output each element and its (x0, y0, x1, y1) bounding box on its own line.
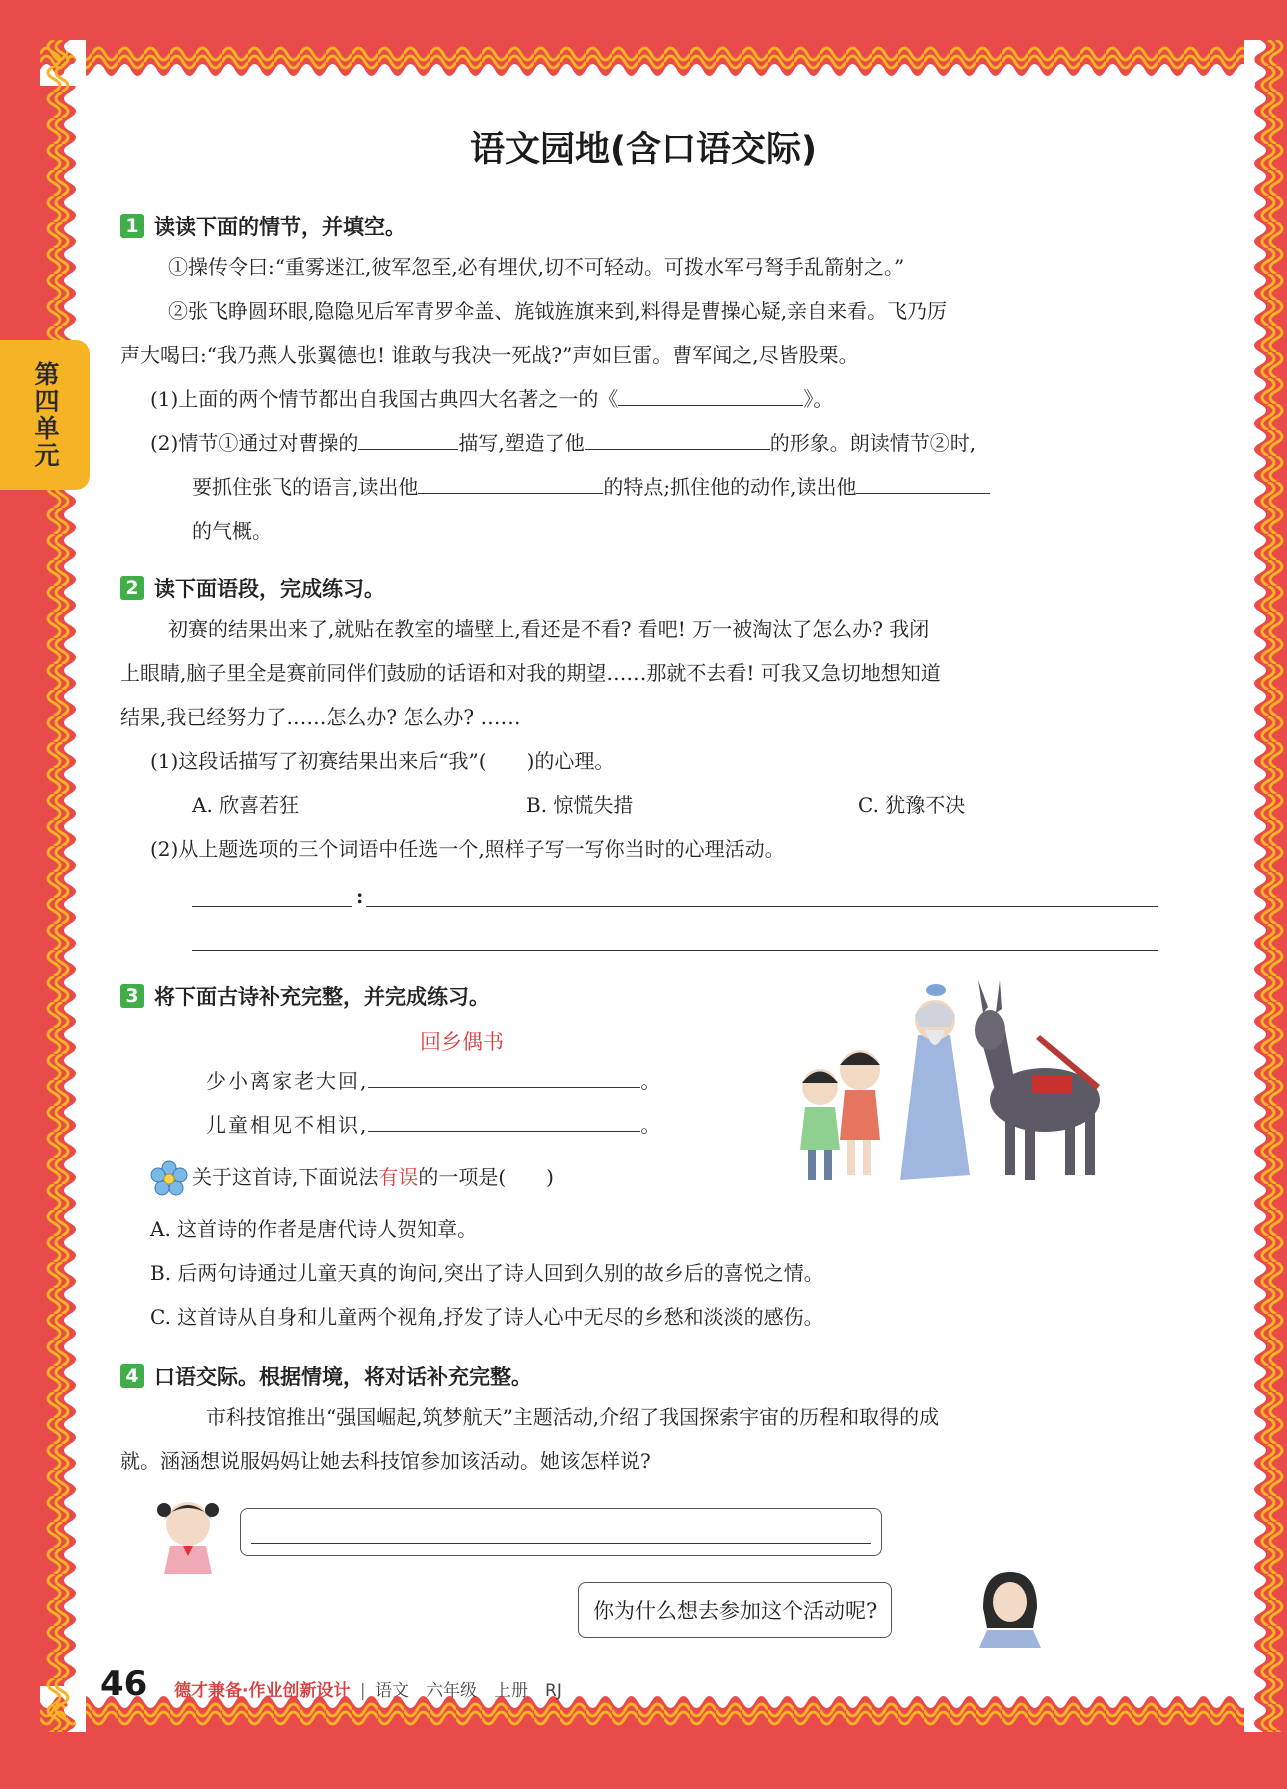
q1-sub-question-1 (150, 377, 833, 421)
q3-question (150, 1155, 554, 1199)
unit-tab (0, 340, 90, 490)
mother-avatar (975, 1568, 1045, 1648)
answer-blank-poem-line-2[interactable] (368, 1065, 640, 1088)
question-number-badge: 4 (120, 1364, 144, 1388)
q3-choice-c[interactable]: C. 这首诗从自身和儿童两个视角,抒发了诗人心中无尽的乡愁和淡淡的感伤。 (150, 1305, 824, 1329)
answer-line-2[interactable] (192, 950, 1158, 951)
old-man-figure (900, 984, 970, 1180)
poem-line-3-text: 儿童相见不相识, (206, 1113, 369, 1137)
question-heading-text: 读读下面的情节，并填空。 (154, 215, 406, 239)
q2-paragraph-line-3: 结果,我已经努力了……怎么办? 怎么办? …… (120, 705, 521, 729)
footer-brand: 德才兼备·作业创新设计 (174, 1681, 351, 1701)
q1-passage-1: ①操传令曰:“重雾迷江,彼军忽至,必有埋伏,切不可轻动。可拨水军弓弩手乱箭射之。” (168, 255, 905, 279)
poem-period: 。 (640, 1069, 663, 1093)
q1-sub2-text-c: 的形象。朗读情节②时, (769, 431, 977, 455)
poem-line-3 (206, 1103, 662, 1147)
question-heading-text: 读下面语段，完成练习。 (154, 577, 385, 601)
q1-sub-question-2-line-2 (192, 465, 990, 509)
q4-paragraph-line-2: 就。涵涵想说服妈妈让她去科技馆参加该活动。她该怎样说? (120, 1449, 651, 1473)
question-2-heading (120, 573, 385, 603)
answer-blank-book-title[interactable] (618, 383, 803, 406)
q1-sub2-text-d: 要抓住张飞的语言,读出他 (192, 475, 419, 499)
answer-line-1[interactable] (366, 906, 1158, 907)
answer-colon: : (356, 884, 364, 908)
q1-sub2-text-b: 描写,塑造了他 (458, 431, 585, 455)
q2-paragraph-line-1: 初赛的结果出来了,就贴在教室的墙壁上,看还是不看? 看吧! 万一被淘汰了怎么办? 我闭 (168, 617, 930, 641)
donkey-figure (975, 980, 1100, 1180)
answer-line-word[interactable] (192, 906, 352, 907)
footer-book-info: 语文 六年级 上册 RJ (375, 1681, 562, 1701)
q1-sub-question-2-line-1 (150, 421, 976, 465)
q3-question-end: 的一项是( ) (418, 1165, 554, 1189)
mother-speech-text: 你为什么想去参加这个活动呢? (593, 1599, 878, 1623)
q2-option-a[interactable]: A. 欣喜若狂 (192, 793, 300, 817)
question-heading-text: 将下面古诗补充完整，并完成练习。 (154, 985, 490, 1009)
page-number: 46 (100, 1664, 148, 1704)
q2-paragraph-line-2: 上眼睛,脑子里全是赛前同伴们鼓励的话语和对我的期望……那就不去看! 可我又急切地想知道 (120, 661, 941, 685)
poem-line-1 (206, 1059, 662, 1103)
q2-sub-question-1: (1)这段话描写了初赛结果出来后“我”( )的心理。 (150, 749, 615, 773)
mother-speech-bubble (578, 1582, 892, 1638)
answer-blank-poem-line-4[interactable] (368, 1109, 640, 1132)
children-figures (800, 1050, 880, 1180)
q1-sub1-text: (1)上面的两个情节都出自我国古典四大名著之一的《 (150, 387, 619, 411)
q2-sub-question-2: (2)从上题选项的三个词语中任选一个,照样子写一写你当时的心理活动。 (150, 837, 785, 861)
poem-title: 回乡偶书 (420, 1030, 504, 1054)
q1-passage-2-line-2: 声大喝曰:“我乃燕人张翼德也! 谁敢与我决一死战?”声如巨雷。曹军闻之,尽皆股栗。 (120, 343, 859, 367)
unit-tab-label: 第四单元 (31, 361, 60, 469)
q3-choice-a[interactable]: A. 这首诗的作者是唐代诗人贺知章。 (150, 1217, 478, 1241)
poem-period: 。 (640, 1113, 663, 1137)
answer-line-dialogue[interactable] (251, 1543, 871, 1544)
question-number-badge: 3 (120, 984, 144, 1008)
answer-blank-trait[interactable] (418, 471, 603, 494)
question-4-heading (120, 1361, 532, 1391)
page-title: 语文园地(含口语交际) (470, 130, 817, 170)
answer-blank-spirit[interactable] (856, 471, 990, 494)
q1-sub2-text-a: (2)情节①通过对曹操的 (150, 431, 359, 455)
flower-icon (150, 1160, 188, 1198)
q3-choice-b[interactable]: B. 后两句诗通过儿童天真的询问,突出了诗人回到久别的故乡后的喜悦之情。 (150, 1261, 824, 1285)
q1-sub2-text-e: 的特点;抓住他的动作,读出他 (603, 475, 857, 499)
question-3-heading (120, 981, 490, 1011)
q4-paragraph-line-1: 市科技馆推出“强国崛起,筑梦航天”主题活动,介绍了我国探索宇宙的历程和取得的成 (206, 1405, 940, 1429)
poem-line-1-text: 少小离家老大回, (206, 1069, 369, 1093)
q3-question-text: 关于这首诗,下面说法 (192, 1165, 379, 1189)
footer-info: 德才兼备·作业创新设计 | 语文 六年级 上册 RJ (174, 1681, 562, 1701)
q1-sub-question-2-line-3: 的气概。 (192, 519, 272, 543)
q1-sub1-end: 》。 (803, 387, 834, 411)
girl-speech-bubble (240, 1508, 882, 1556)
poem-illustration (800, 975, 1130, 1210)
answer-blank-description[interactable] (358, 427, 458, 450)
girl-avatar (150, 1494, 230, 1574)
question-1-heading (120, 211, 406, 241)
q2-option-c[interactable]: C. 犹豫不决 (858, 793, 966, 817)
answer-blank-image[interactable] (585, 427, 770, 450)
question-number-badge: 1 (120, 214, 144, 238)
question-number-badge: 2 (120, 576, 144, 600)
question-heading-text: 口语交际。根据情境，将对话补充完整。 (154, 1365, 532, 1389)
q3-question-emphasis: 有误 (378, 1165, 419, 1189)
q1-passage-2-line-1: ②张飞睁圆环眼,隐隐见后军青罗伞盖、旄钺旌旗来到,料得是曹操心疑,亲自来看。飞乃厉 (168, 299, 948, 323)
q2-option-b[interactable]: B. 惊慌失措 (526, 793, 634, 817)
